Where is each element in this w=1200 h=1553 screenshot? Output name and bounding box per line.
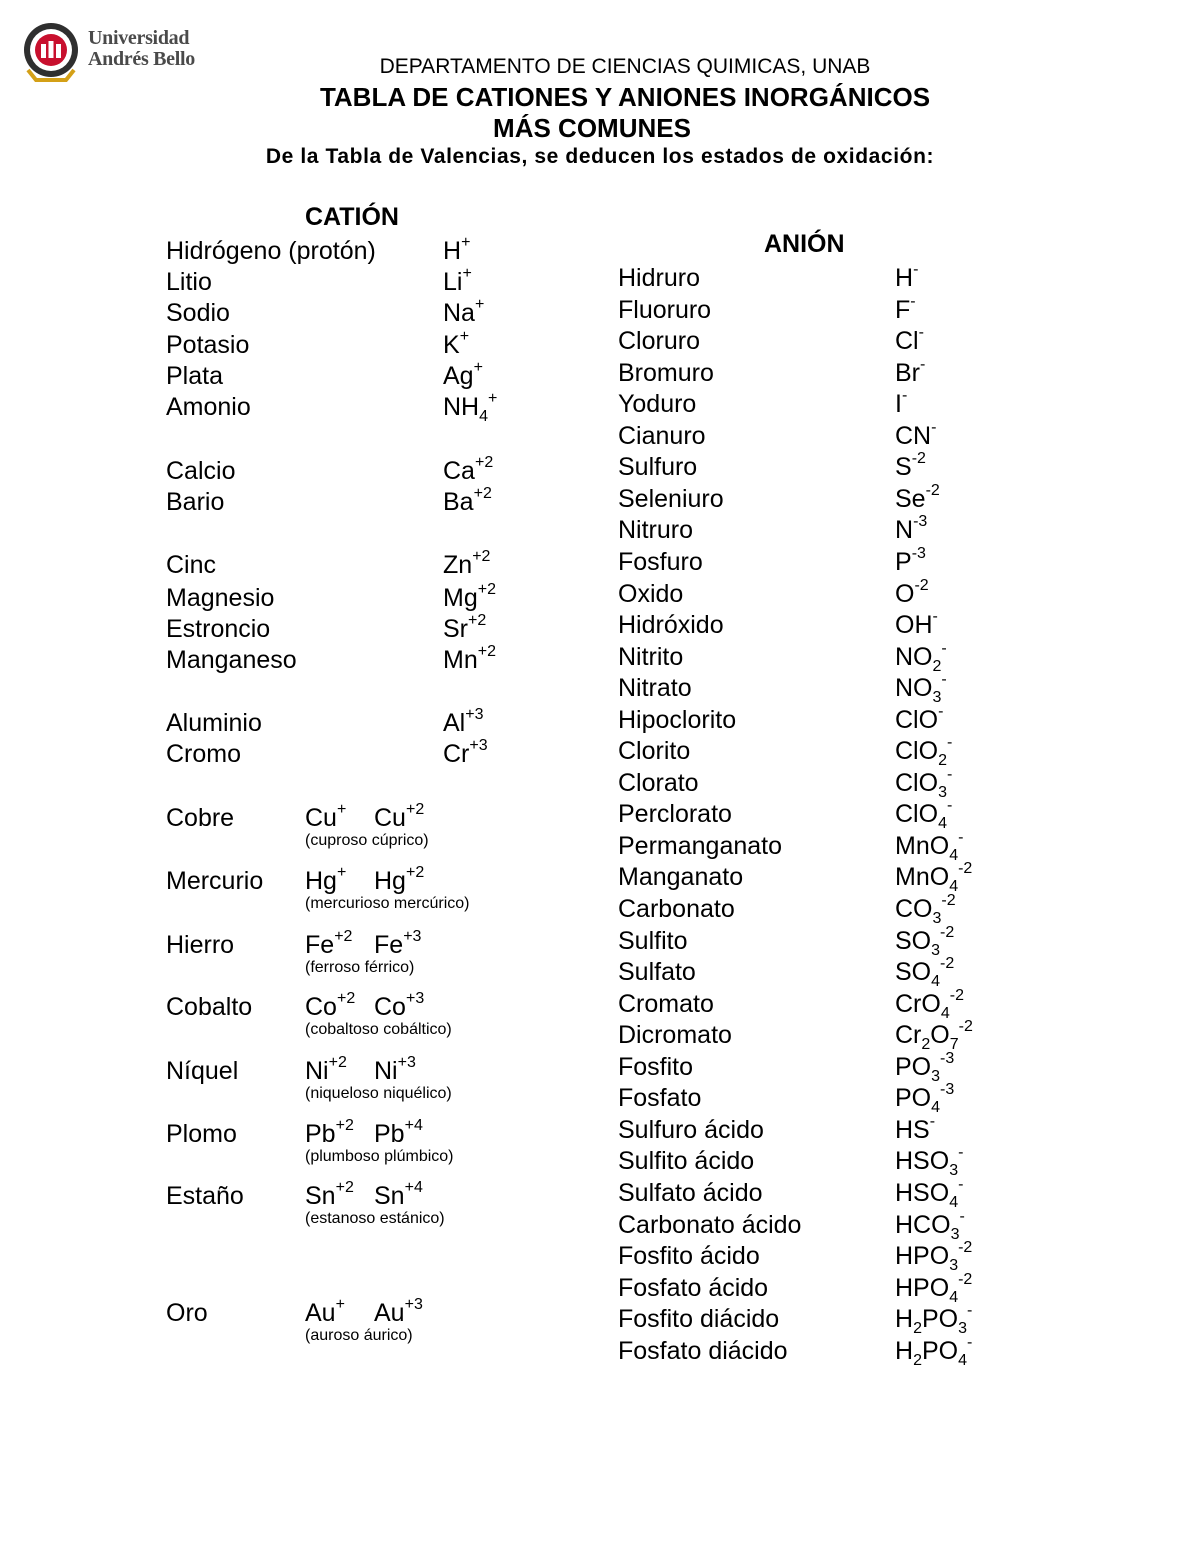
cation-symbol-higher: $Sn^{+4}$ (374, 1178, 423, 1210)
charge: +3 (404, 1295, 423, 1313)
cation-symbol: $Mg^{+2}$ (443, 580, 496, 612)
anion-name: Dicromato (618, 1021, 732, 1049)
anion-symbol: $PO_4^{-3}$ (895, 1080, 955, 1116)
anion-name: Fosfato (618, 1084, 702, 1112)
anion-symbol: $NO_2^-$ (895, 639, 947, 675)
charge: - (958, 1143, 964, 1161)
charge: - (910, 292, 916, 310)
anion-symbol: $Cr_2O_7^{-2}$ (895, 1017, 973, 1053)
anion-name: Sulfato (618, 958, 696, 986)
charge: +4 (404, 1116, 423, 1134)
subscript: 3 (950, 1226, 960, 1243)
charge: -2 (958, 1017, 973, 1035)
anion-symbol: CrO$_4^{-2}$ (895, 986, 964, 1022)
cation-symbol-lower: Au+ (305, 1295, 345, 1327)
title-line-1: TABLA DE CATIONES Y ANIONES INORGÁNICOS (319, 82, 931, 112)
anion-symbol: $N^{-3}$ (895, 512, 928, 544)
cation-name: Estroncio (166, 615, 271, 643)
cation-name: Oro (166, 1299, 208, 1327)
charge: + (335, 1295, 345, 1313)
anion-name: Sulfito (618, 927, 688, 955)
charge: -3 (940, 1080, 955, 1098)
subscript: 4 (931, 1099, 941, 1116)
cation-symbol: $Zn^{+2}$ (443, 547, 491, 579)
cation-name: Calcio (166, 457, 236, 485)
anion-name: Cloruro (618, 327, 700, 355)
anion-name: Nitrito (618, 643, 684, 671)
charge: +2 (474, 453, 494, 471)
anion-name: Hidruro (618, 264, 700, 292)
charge: -2 (911, 449, 926, 467)
subscript: 3 (931, 1068, 941, 1085)
anion-symbol: MnO$_4$- (895, 828, 964, 864)
cation-note: (estanoso estánico) (305, 1210, 445, 1227)
charge: - (946, 796, 953, 814)
cation-symbol: Ag+ (443, 358, 483, 390)
anion-symbol: F- (895, 292, 916, 324)
anion-symbol: $Se^{-2}$ (895, 481, 940, 513)
anion-symbol: $P^{-3}$ (895, 544, 926, 576)
cation-symbol-higher: $Hg^{+2}$ (374, 863, 425, 895)
anion-symbol: $CO_3^{-2}$ (895, 891, 956, 927)
subscript: 4 (931, 973, 941, 990)
anion-name: Seleniuro (618, 485, 724, 513)
charge: -2 (958, 859, 973, 877)
cation-name: Cinc (166, 551, 217, 579)
subscript: 3 (932, 689, 942, 706)
charge: - (958, 1175, 964, 1193)
anion-name: Cianuro (618, 422, 706, 450)
cation-name: Amonio (166, 393, 251, 421)
anion-name: Fluoruro (618, 296, 712, 324)
charge: +2 (405, 800, 425, 818)
subscript: 4 (938, 815, 947, 832)
cation-symbol: $Ba^{+2}$ (443, 484, 492, 516)
cation-symbol: H+ (443, 233, 471, 265)
anion-symbol: $HSO_3^-$ (895, 1143, 964, 1179)
subscript: 3 (949, 1257, 959, 1274)
subscript: 2 (921, 1036, 931, 1053)
anion-symbol: $O^{-2}$ (895, 576, 929, 608)
charge: +2 (472, 547, 491, 565)
subscript: 2 (913, 1320, 922, 1337)
charge: -2 (940, 954, 955, 972)
charge: +2 (335, 1178, 354, 1196)
subscript: 2 (913, 1352, 922, 1369)
charge: - (931, 418, 937, 436)
charge: - (929, 1112, 936, 1130)
charge: +2 (468, 611, 487, 629)
charge: - (967, 1301, 973, 1319)
anion-symbol: $HPO_4^{-2}$ (895, 1270, 973, 1306)
cation-name: Bario (166, 488, 225, 516)
anion-symbol: $HPO_3^{-2}$ (895, 1238, 973, 1274)
charge: +3 (469, 736, 488, 754)
charge: - (941, 639, 947, 657)
charge: + (473, 358, 483, 376)
anion-name: Nitruro (618, 516, 694, 544)
cation-symbol-higher: $Fe^{+3}$ (374, 927, 422, 959)
charge: -3 (911, 544, 926, 562)
charge: +2 (477, 642, 496, 660)
cation-symbol-higher: $Pb^{+4}$ (374, 1116, 423, 1148)
anion-symbol: ClO$_2$- (895, 733, 953, 769)
cation-symbol-lower: Hg+ (305, 863, 347, 895)
charge: +3 (397, 1053, 416, 1071)
charge: + (336, 863, 347, 881)
cation-symbol-higher: $Co^{+3}$ (374, 989, 425, 1021)
cation-name: Níquel (166, 1057, 239, 1085)
charge: -2 (958, 1238, 973, 1256)
charge: - (967, 1333, 973, 1351)
cation-symbol-lower: Cu+ (305, 800, 347, 832)
charge: -2 (940, 923, 955, 941)
anion-symbol: Cl- (895, 323, 924, 355)
charge: +3 (405, 989, 425, 1007)
anion-symbol: ClO$_3$- (895, 765, 953, 801)
charge: - (941, 670, 947, 688)
anion-name: Fosfito diácido (618, 1305, 780, 1333)
charge: -2 (914, 576, 929, 594)
logo-line-1: Universidad (88, 27, 190, 49)
charge: - (958, 828, 964, 846)
cation-note: (ferroso férrico) (305, 959, 415, 976)
cation-name: Mercurio (166, 867, 264, 895)
cation-symbol: $Cr^{+3}$ (443, 736, 488, 768)
cation-name: Hierro (166, 931, 235, 959)
cation-symbol-higher: $Ni^{+3}$ (374, 1053, 416, 1085)
charge: +2 (336, 989, 356, 1007)
subtitle: De la Tabla de Valencias, se deducen los estados de oxidación: (265, 145, 935, 168)
anion-name: Carbonato (618, 895, 735, 923)
charge: + (488, 389, 498, 407)
subscript: 3 (931, 942, 941, 959)
anion-symbol: HS- (895, 1112, 936, 1144)
subscript: 4 (958, 1352, 967, 1369)
cation-symbol-higher: $Au^{+3}$ (374, 1295, 423, 1327)
cation-symbol-lower: $Ni^{+2}$ (305, 1053, 347, 1085)
anion-name: Sulfuro (618, 453, 698, 481)
charge: - (920, 355, 926, 373)
subscript: 3 (932, 910, 942, 927)
cation-note: (cuproso cúprico) (305, 832, 429, 849)
anion-symbol: Br- (895, 355, 926, 387)
charge: - (946, 733, 953, 751)
anion-name: Cromato (618, 990, 714, 1018)
charge: - (918, 323, 924, 341)
charge: -2 (958, 1270, 973, 1288)
charge: +2 (334, 927, 353, 945)
anion-name: Sulfato ácido (618, 1179, 763, 1207)
cation-symbol: Na+ (443, 295, 485, 327)
anion-heading: ANIÓN (764, 230, 845, 258)
cation-symbol: Li+ (443, 264, 472, 296)
cation-symbol: $NH_4^+$ (443, 389, 498, 425)
subscript: 3 (949, 1162, 959, 1179)
charge: + (474, 295, 485, 313)
charge: +3 (465, 705, 484, 723)
charge: - (946, 765, 953, 783)
charge: + (459, 327, 470, 345)
anion-symbol: OH- (895, 607, 938, 639)
cation-note: (auroso áurico) (305, 1327, 413, 1344)
anion-name: Clorito (618, 737, 691, 765)
department-heading: DEPARTAMENTO DE CIENCIAS QUIMICAS, UNAB (379, 55, 871, 78)
anion-name: Fosfato diácido (618, 1337, 788, 1365)
charge: +4 (404, 1178, 423, 1196)
cation-name: Magnesio (166, 584, 275, 612)
charge: - (901, 386, 908, 404)
charge: +2 (335, 1116, 354, 1134)
cation-name: Plata (166, 362, 223, 390)
subscript: 2 (938, 752, 947, 769)
cation-symbol-lower: $Fe^{+2}$ (305, 927, 353, 959)
anion-symbol: $H_2PO_3^-$ (895, 1301, 973, 1337)
anion-name: Yoduro (618, 390, 697, 418)
charge: +2 (473, 484, 492, 502)
anion-symbol: H- (895, 260, 919, 292)
cation-name: Manganeso (166, 646, 297, 674)
cation-symbol-lower: $Sn^{+2}$ (305, 1178, 354, 1210)
cation-name: Cromo (166, 740, 242, 768)
anion-symbol: ClO$_4$- (895, 796, 953, 832)
cation-note: (cobaltoso cobáltico) (305, 1021, 452, 1038)
anion-name: Carbonato ácido (618, 1211, 802, 1239)
cation-name: Litio (166, 268, 212, 296)
anion-name: Clorato (618, 769, 699, 797)
anion-name: Perclorato (618, 800, 732, 828)
charge: +2 (405, 863, 425, 881)
anion-symbol: $H_2PO_4^-$ (895, 1333, 973, 1369)
charge: - (959, 1207, 965, 1225)
subscript: 4 (949, 878, 959, 895)
anion-name: Fosfito ácido (618, 1242, 760, 1270)
subscript: 7 (949, 1036, 959, 1053)
charge: - (938, 702, 944, 720)
anion-symbol: $HSO_4^-$ (895, 1175, 964, 1211)
charge: -3 (913, 512, 928, 530)
charge: + (336, 800, 347, 818)
charge: + (462, 264, 472, 282)
subscript: 4 (940, 1005, 950, 1022)
cation-symbol-higher: $Cu^{+2}$ (374, 800, 425, 832)
anion-symbol: $SO_4^{-2}$ (895, 954, 955, 990)
charge: - (932, 607, 938, 625)
cation-symbol: $Mn^{+2}$ (443, 642, 496, 674)
charge: -2 (925, 481, 940, 499)
anion-name: Manganato (618, 863, 744, 891)
charge: -2 (941, 891, 956, 909)
anion-name: Sulfuro ácido (618, 1116, 764, 1144)
anion-name: Nitrato (618, 674, 692, 702)
cation-name: Aluminio (166, 709, 262, 737)
subscript: 3 (938, 784, 947, 801)
cation-name: Sodio (166, 299, 230, 327)
anion-name: Fosfato ácido (618, 1274, 769, 1302)
cation-note: (niqueloso niquélico) (305, 1085, 452, 1102)
anion-symbol: $S^{-2}$ (895, 449, 926, 481)
anion-name: Bromuro (618, 359, 714, 387)
cation-name: Plomo (166, 1120, 237, 1148)
charge: +3 (403, 927, 422, 945)
anion-symbol: ClO- (895, 702, 944, 734)
cation-symbol: $Ca^{+2}$ (443, 453, 494, 485)
cation-symbol: $Al^{+3}$ (443, 705, 484, 737)
subscript: 4 (949, 1289, 959, 1306)
cation-symbol-lower: $Pb^{+2}$ (305, 1116, 354, 1148)
charge: -3 (940, 1049, 955, 1067)
cation-note: (mercurioso mercúrico) (305, 895, 470, 912)
anion-symbol: MnO$_4^{-2}$ (895, 859, 973, 895)
cation-name: Estaño (166, 1182, 244, 1210)
anion-name: Sulfito ácido (618, 1147, 755, 1175)
anion-symbol: I- (895, 386, 908, 418)
cation-heading: CATIÓN (305, 203, 399, 231)
subscript: 4 (479, 408, 489, 425)
subscript: 4 (949, 847, 959, 864)
charge: + (461, 233, 471, 251)
anion-symbol: $HCO_3^-$ (895, 1207, 965, 1243)
anion-symbol: $PO_3^{-3}$ (895, 1049, 955, 1085)
subscript: 3 (958, 1320, 967, 1337)
subscript: 2 (932, 658, 942, 675)
cation-symbol-lower: $Co^{+2}$ (305, 989, 356, 1021)
anion-name: Oxido (618, 580, 684, 608)
cation-symbol: K+ (443, 327, 470, 359)
subscript: 4 (949, 1194, 959, 1211)
anion-name: Hidróxido (618, 611, 724, 639)
cation-name: Potasio (166, 331, 250, 359)
cation-name: Hidrógeno (protón) (166, 237, 376, 265)
logo-line-2: Andrés Bello (88, 48, 195, 70)
cation-name: Cobalto (166, 993, 253, 1021)
cation-symbol: $Sr^{+2}$ (443, 611, 487, 643)
title-line-2: MÁS COMUNES (493, 113, 691, 143)
cation-name: Cobre (166, 804, 235, 832)
anion-name: Permanganato (618, 832, 783, 860)
anion-name: Fosfito (618, 1053, 694, 1081)
anion-name: Fosfuro (618, 548, 703, 576)
anion-symbol: CN- (895, 418, 937, 450)
charge: -2 (949, 986, 964, 1004)
anion-symbol: $NO_3^-$ (895, 670, 947, 706)
anion-symbol: $SO_3^{-2}$ (895, 923, 955, 959)
charge: +2 (328, 1053, 347, 1071)
charge: - (913, 260, 919, 278)
anion-name: Hipoclorito (618, 706, 737, 734)
charge: +2 (477, 580, 496, 598)
cation-note: (plumboso plúmbico) (305, 1148, 454, 1165)
